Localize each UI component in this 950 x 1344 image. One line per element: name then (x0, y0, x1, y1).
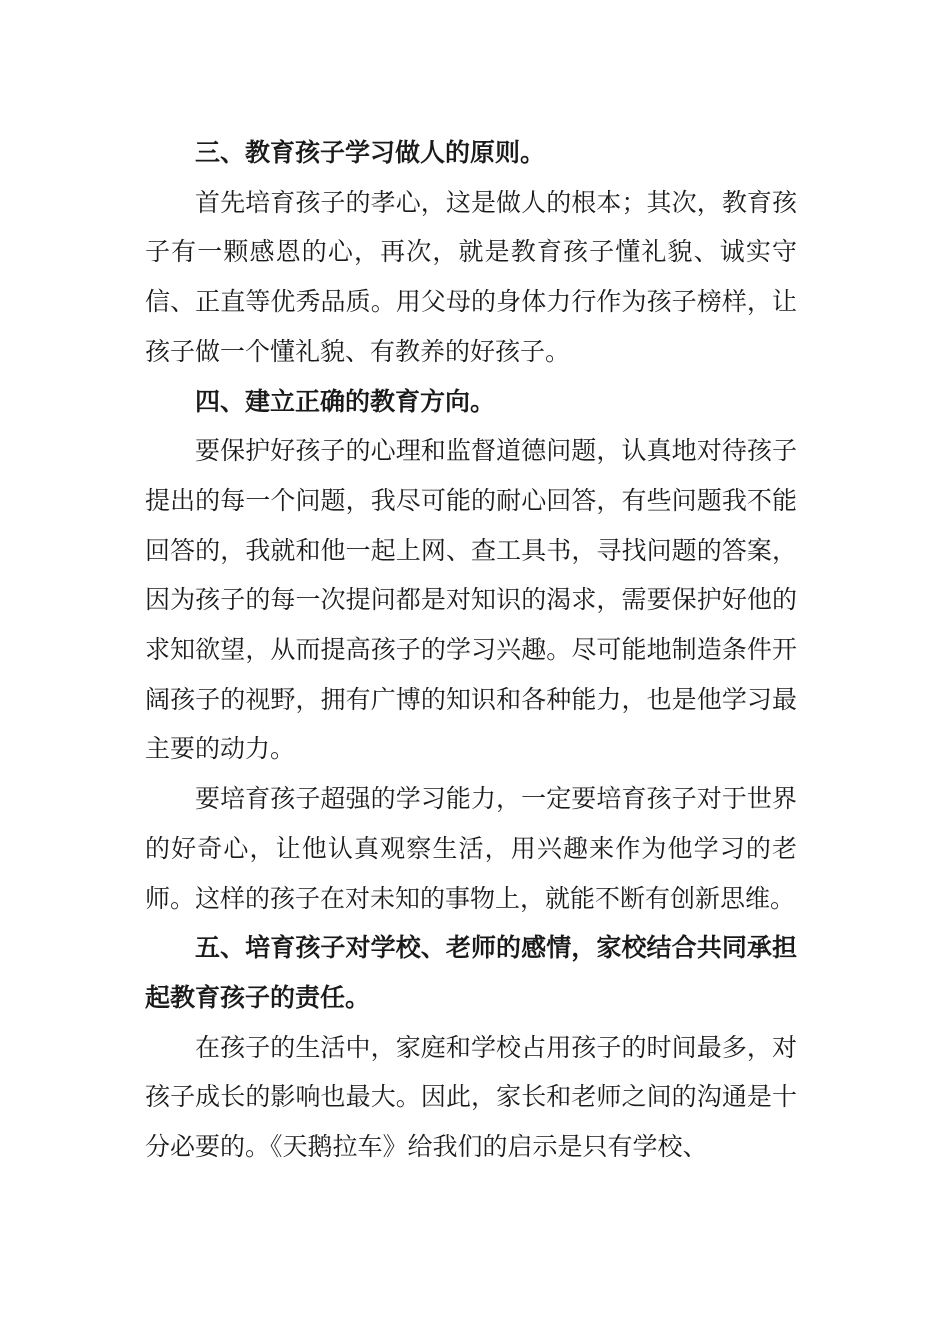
section-heading-5: 五、培育孩子对学校、老师的感情，家校结合共同承担起教育孩子的责任。 (145, 933, 797, 1012)
section-heading-3: 三、教育孩子学习做人的原则。 (195, 138, 546, 167)
paragraph-answer-questions: 要保护好孩子的心理和监督道德问题，认真地对待孩子提出的每一个问题，我尽可能的耐心回答，有些问题我不能回答的，我就和他一起上网、查工具书，寻找问题的答案，因为孩子的每一次提问都是对知识的渴求，需要保护好他的求知欲望，从而提高孩子的学习兴趣。尽可能地制造条件开阔孩子的视野，拥有广博的知识和各种能力，也是他学习最主要的动力。 (145, 436, 797, 764)
paragraph-filial-piety: 首先培育孩子的孝心，这是做人的根本；其次，教育孩子有一颗感恩的心，再次，就是教育孩子懂礼貌、诚实守信、正直等优秀品质。用父母的身体力行作为孩子榜样，让孩子做一个懂礼貌、有教养的好孩子。 (145, 187, 797, 366)
paragraph-learning-ability: 要培育孩子超强的学习能力，一定要培育孩子对于世界的好奇心，让他认真观察生活，用兴趣来作为他学习的老师。这样的孩子在对未知的事物上，就能不断有创新思维。 (145, 784, 797, 913)
paragraph-home-school: 在孩子的生活中，家庭和学校占用孩子的时间最多，对孩子成长的影响也最大。因此，家长和老师之间的沟通是十分必要的。《天鹅拉车》给我们的启示是只有学校、 (145, 1032, 797, 1162)
section-heading-4: 四、建立正确的教育方向。 (195, 386, 496, 416)
document-body (145, 128, 797, 1172)
